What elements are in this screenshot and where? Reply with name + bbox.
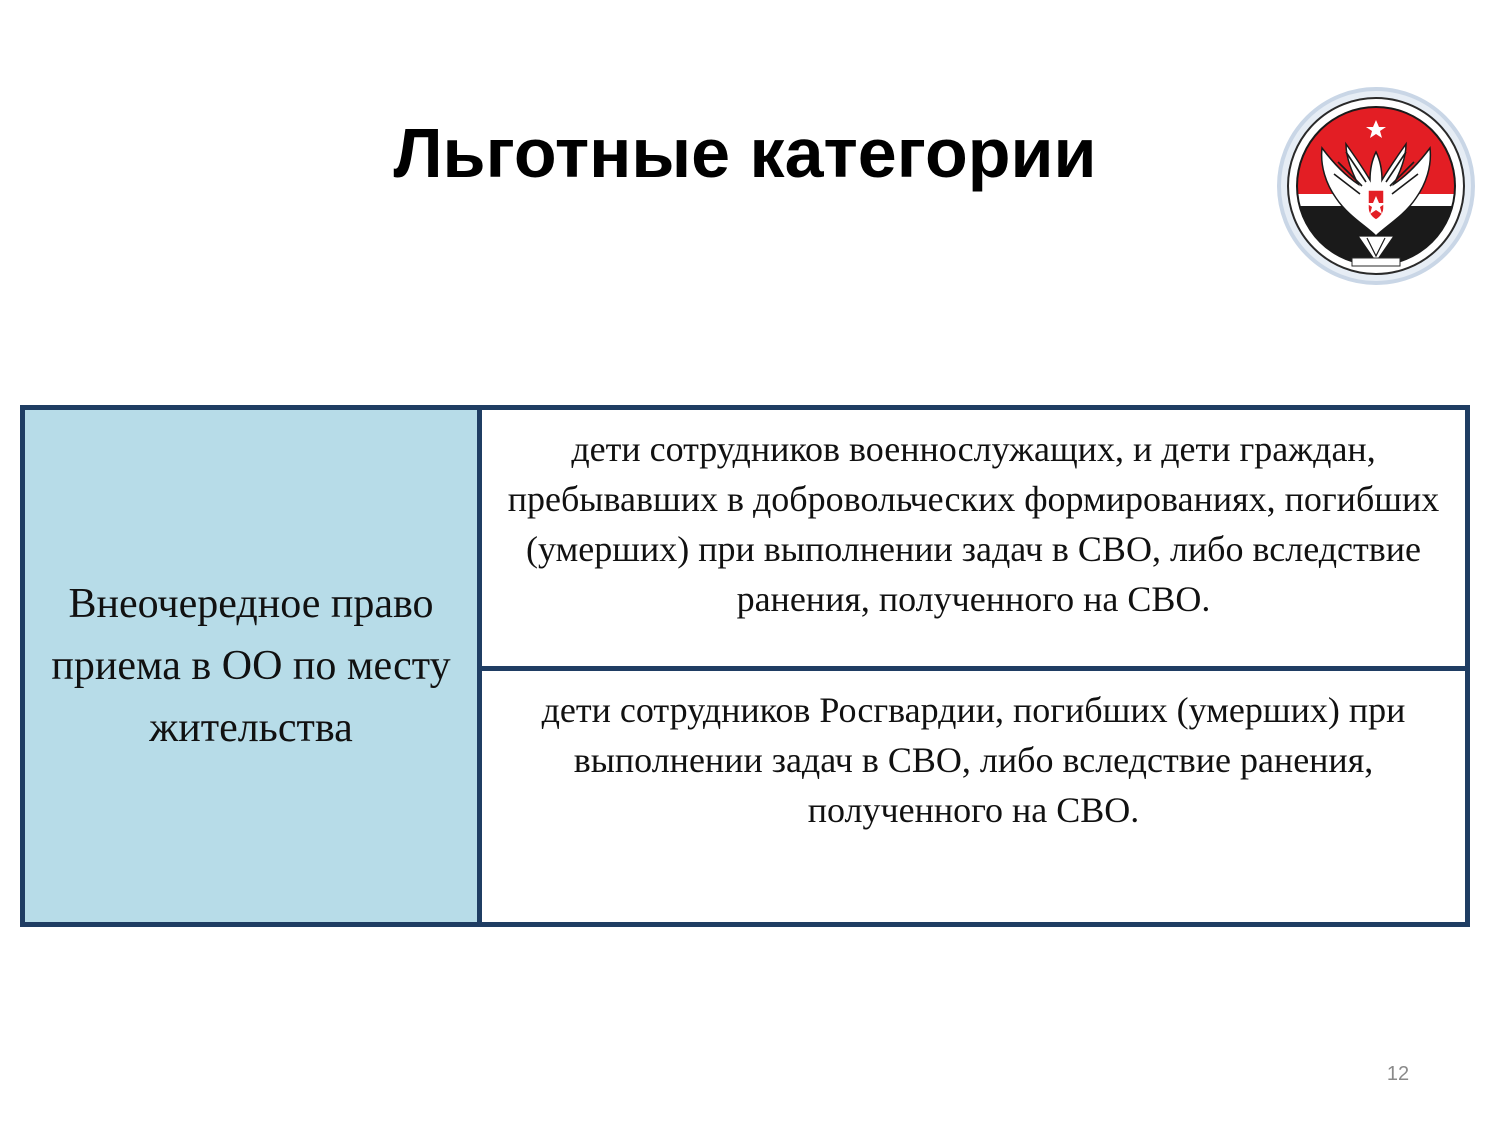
page-number: 12 [1386,1063,1410,1085]
slide-title: Льготные категории [393,114,1097,192]
beneficiary-text: дети сотрудников военнослужащих, и дети граждан, пребывавших в добровольческих формированиях, погибших (умерших) при выполнении задач в СВО, либо вследствие ранения, полученного на СВО. [507,429,1440,619]
benefit-category-cell [23,408,480,925]
coat-of-arms-icon [1276,86,1476,286]
beneficiary-text: дети сотрудников Росгвардии, погибших (умерших) при выполнении задач в СВО, либо вследствие ранения, полученного на СВО. [541,689,1406,830]
table-row [23,408,1468,669]
benefits-table [20,405,1470,927]
beneficiary-cell [480,408,1468,669]
beneficiary-cell [480,668,1468,924]
benefit-category-text: Внеочередное право приема в ОО по месту жительства [51,581,451,751]
